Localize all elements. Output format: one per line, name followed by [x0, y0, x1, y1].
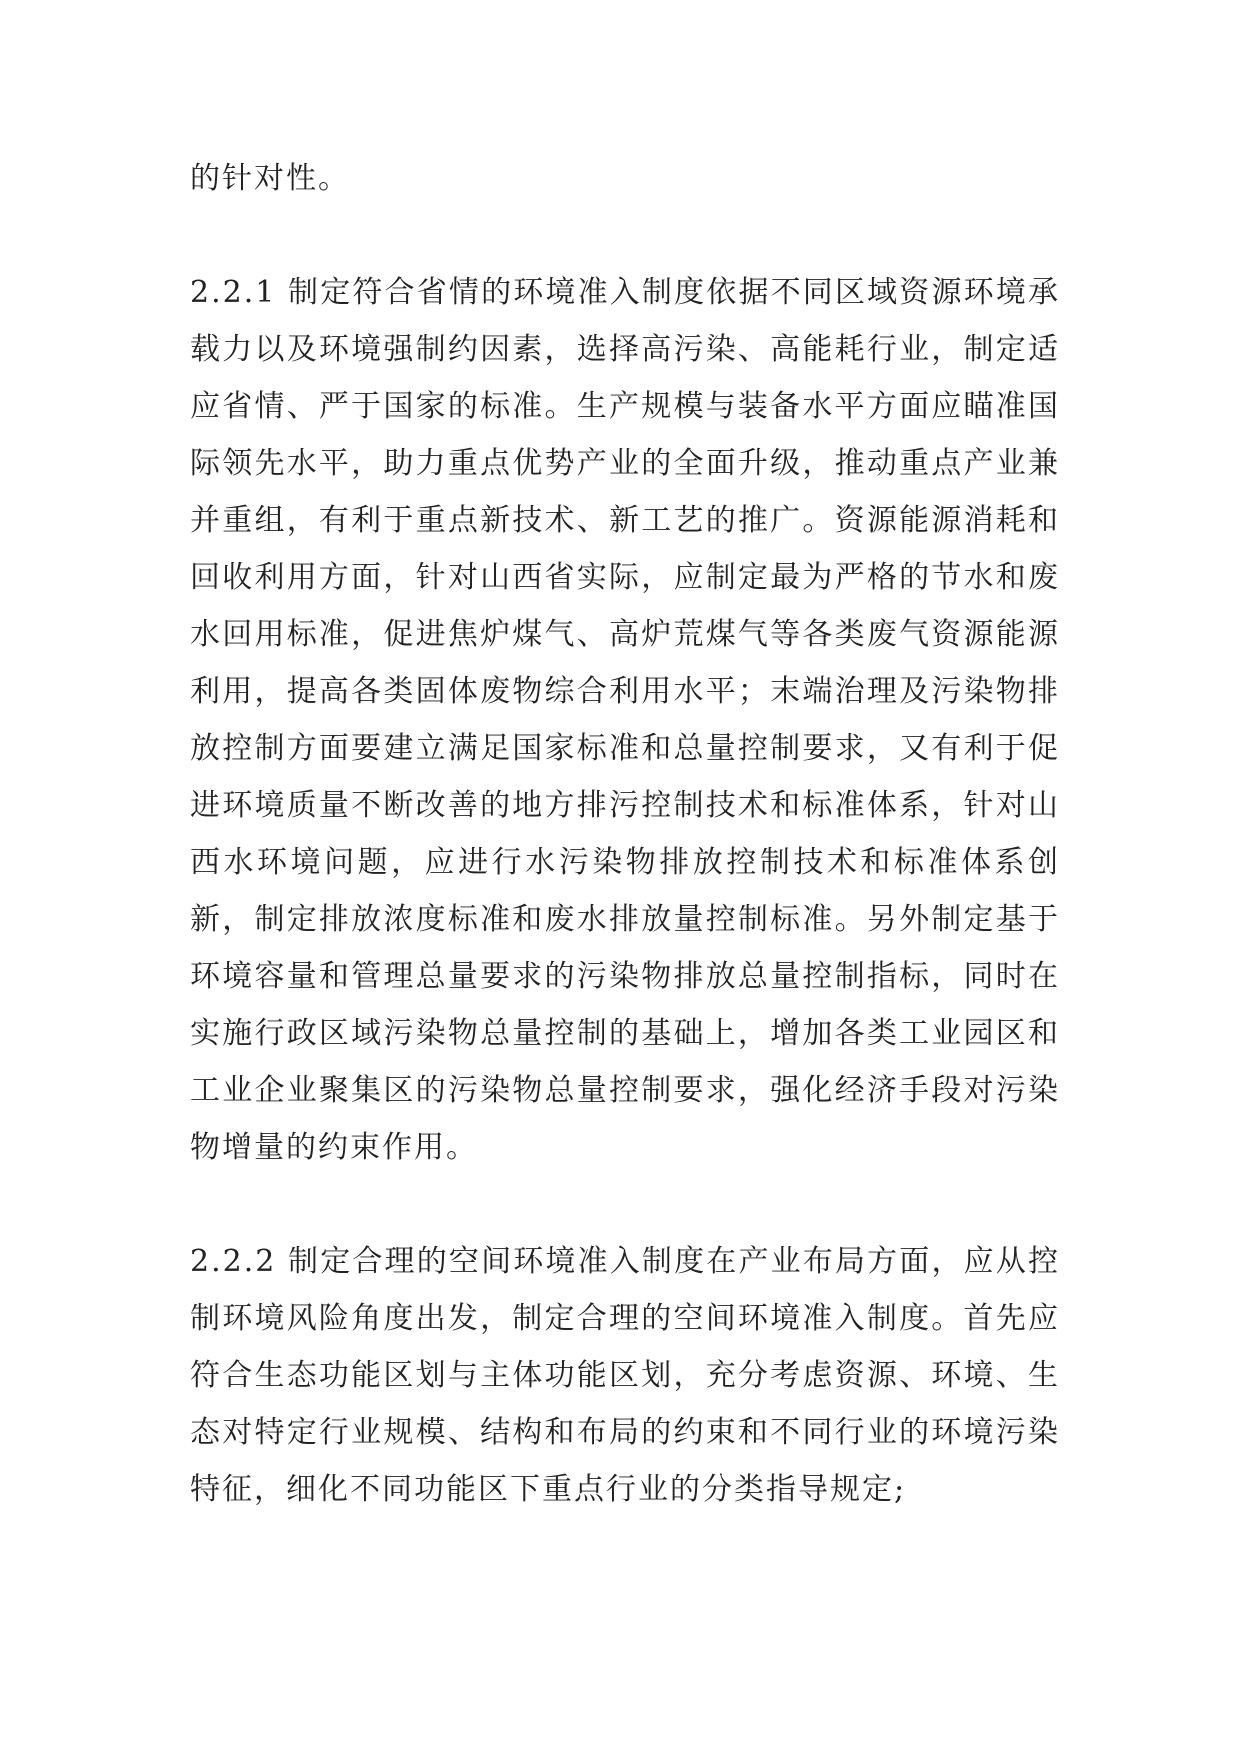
paragraph-gap — [190, 1176, 1060, 1233]
document-body — [190, 150, 1060, 1518]
paragraph-continuation: 的针对性。 — [190, 161, 350, 196]
paragraph-gap — [190, 207, 1060, 264]
paragraph-section-2-2-2: 2.2.2 制定合理的空间环境准入制度在产业布局方面，应从控制环境风险角度出发，制定合理的空间环境准入制度。首先应符合生态功能区划与主体功能区划，充分考虑资源、环境、生态对特定行业规模、结构和布局的约束和不同行业的环境污染特征，细化不同功能区下重点行业的分类指导规定; — [190, 1244, 1060, 1507]
paragraph-section-2-2-1: 2.2.1 制定符合省情的环境准入制度依据不同区域资源环境承载力以及环境强制约因素，选择高污染、高能耗行业，制定适应省情、严于国家的标准。生产规模与装备水平方面应瞄准国际领先水平，助力重点优势产业的全面升级，推动重点产业兼并重组，有利于重点新技术、新工艺的推广。资源能源消耗和回收利用方面，针对山西省实际，应制定最为严格的节水和废水回用标准，促进焦炉煤气、高炉荒煤气等各类废气资源能源利用，提高各类固体废物综合利用水平；末端治理及污染物排放控制方面要建立满足国家标准和总量控制要求，又有利于促进环境质量不断改善的地方排污控制技术和标准体系，针对山西水环境问题，应进行水污染物排放控制技术和标准体系创新，制定排放浓度标准和废水排放量控制标准。另外制定基于环境容量和管理总量要求的污染物排放总量控制指标，同时在实施行政区域污染物总量控制的基础上，增加各类工业园区和工业企业聚集区的污染物总量控制要求，强化经济手段对污染物增量的约束作用。 — [190, 275, 1060, 1165]
